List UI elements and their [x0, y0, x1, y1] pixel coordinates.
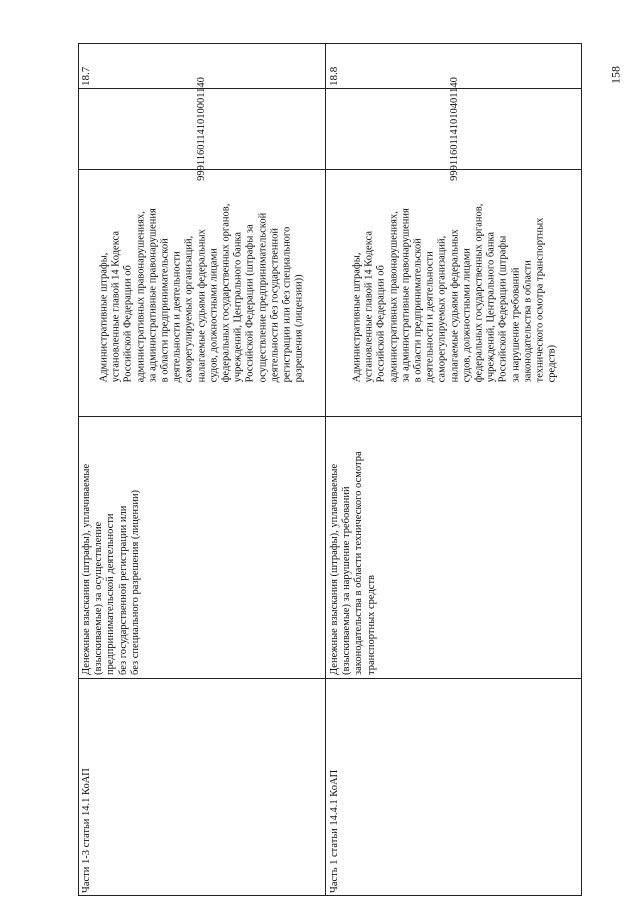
- legal-basis-18-7: Части 1-3 статьи 14.1 КоАП: [81, 768, 92, 893]
- description-cell: [326, 169, 583, 416]
- fine-description: Административные штрафы, установленные главой 14 Кодекса Российской Федерации об административных правонарушениях, за административные правонарушения в области предпринимательской деятельности и деятельности саморегулируемых организаций, налагаемые судьями федеральных судов, должностными лицами федеральных государственных органов, учреждений, Центрального банка Российской Федерации (штрафы за нарушение требований законодательства в области технического осмотра транспортных средств): [350, 203, 558, 382]
- budget-code: 99911601141010401140: [448, 76, 460, 181]
- fine-description: Административные штрафы, установленные главой 14 Кодекса Российской Федерации об административных правонарушениях, за административные правонарушения в области предпринимательской деятельности и деятельности саморегулируемых организаций, налагаемые судьями федеральных судов, должностными лицами федеральных государственных органов, учреждений, Центрального банка Российской Федерации (штрафы за осуществление предпринимательской деятельности без государственной регистрации или без специального разрешения (лицензии)): [98, 203, 305, 382]
- revenue-name-18-7: Денежные взыскания (штрафы), уплачиваемые (взыскиваемые) за осуществление предпринимательской деятельности без государственной регистрации или без специального разрешения (лицензии): [81, 463, 141, 675]
- revenue-name-18-8: Денежные взыскания (штрафы), уплачиваемые (взыскиваемые) за нарушение требований законодательства в области технического осмотра транспортных средств: [329, 451, 377, 675]
- page-number: [606, 55, 626, 95]
- budget-code: 99911601141010001140: [195, 76, 207, 181]
- basis-cell: [79, 678, 325, 897]
- basis-cell: [326, 678, 583, 897]
- page-number-text: 158: [608, 66, 623, 84]
- legal-basis-18-8: Часть 1 статьи 14.4.1 КоАП: [329, 769, 340, 893]
- row-number-18-7: 18.7: [80, 66, 92, 86]
- row-number-18-8: 18.8: [328, 66, 340, 86]
- description-cell: [79, 169, 325, 416]
